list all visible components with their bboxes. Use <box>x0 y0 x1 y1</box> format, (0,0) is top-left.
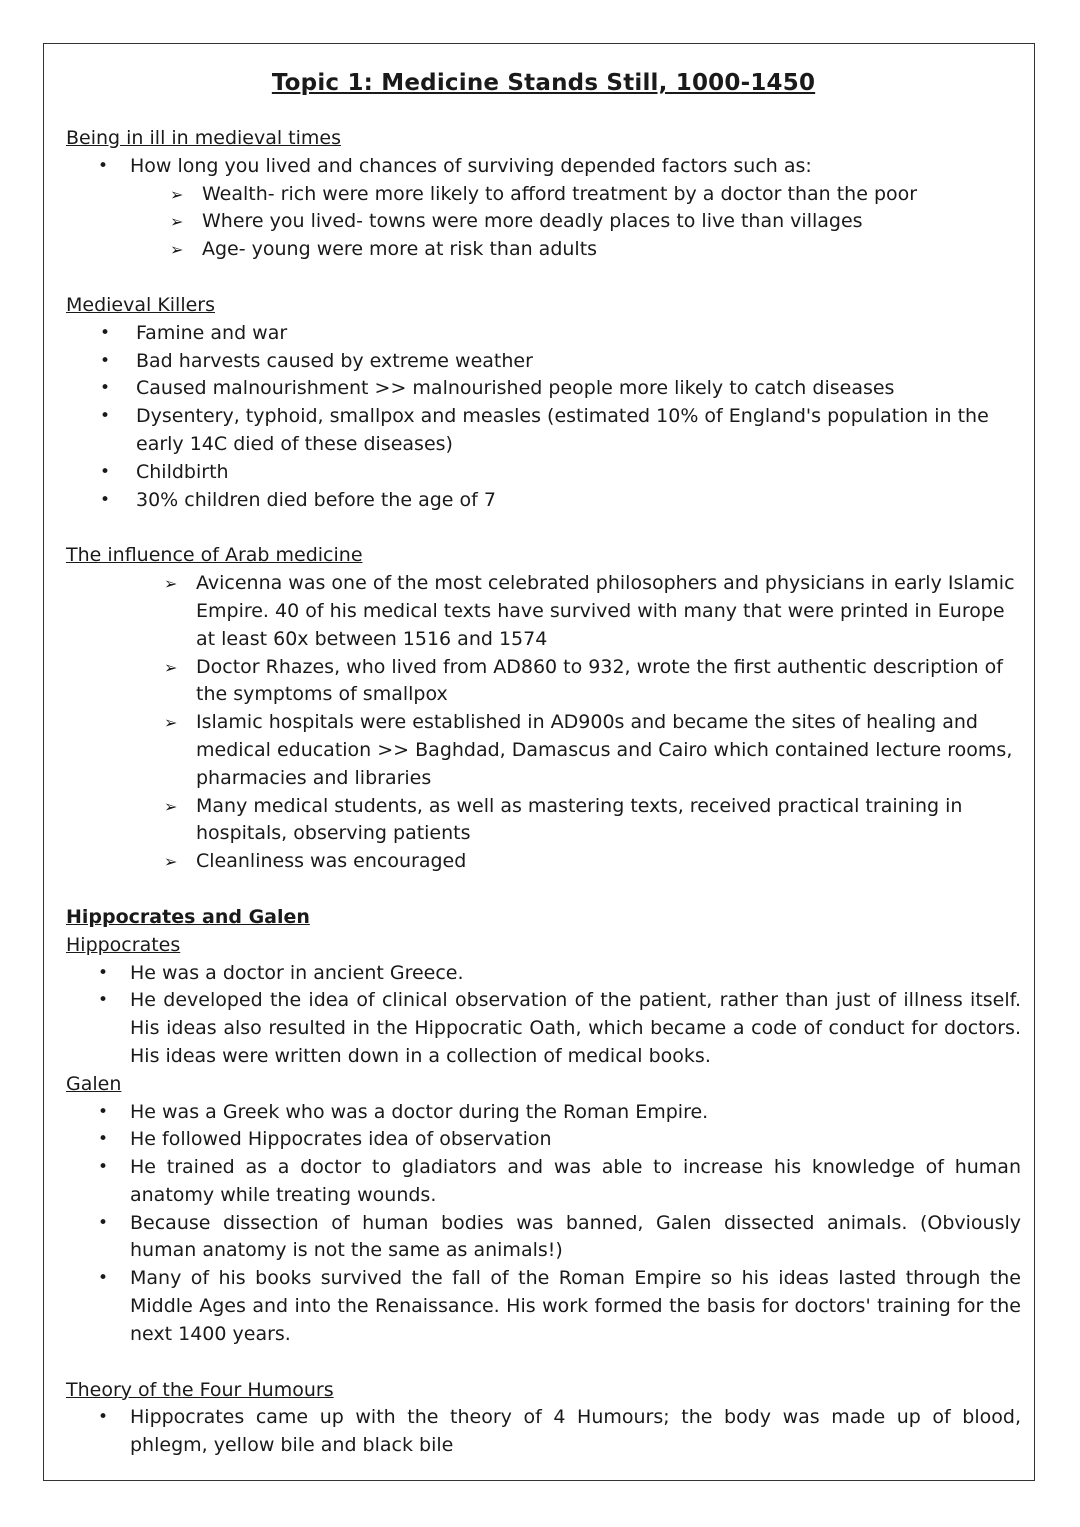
bullet-list <box>66 1404 1021 1460</box>
list-item: ➢ Where you lived- towns were more deadly places to live than villages <box>66 208 1021 236</box>
list-item: ➢ Doctor Rhazes, who lived from AD860 to 932, wrote the first authentic description of the symptoms of smallpox <box>66 654 1021 710</box>
page-title: Topic 1: Medicine Stands Still, 1000-1450 <box>271 70 816 96</box>
bullet-list <box>66 1099 1021 1349</box>
list-item: • Childbirth <box>66 459 1021 487</box>
arrow-list <box>66 181 1021 264</box>
list-item: • Because dissection of human bodies was banned, Galen dissected animals. (Obviously human anatomy is not the same as animals!) <box>66 1210 1021 1266</box>
section-heading: Being in ill in medieval times <box>66 127 341 149</box>
arrow-list <box>66 570 1021 876</box>
section-heading: Hippocrates and Galen <box>66 905 310 928</box>
section-heading: Medieval Killers <box>66 293 216 316</box>
bullet-list <box>66 320 1021 515</box>
list-item: ➢ Islamic hospitals were established in AD900s and became the sites of healing and medical education >> Baghdad, Damascus and Cairo which contained lecture rooms, pharmacies and libraries <box>66 709 1021 792</box>
section-arab-medicine <box>66 542 1021 876</box>
list-item: • Bad harvests caused by extreme weather <box>66 348 1021 376</box>
list-item: • Famine and war <box>66 320 1021 348</box>
list-item: • 30% children died before the age of 7 <box>66 487 1021 515</box>
list-item: • Hippocrates came up with the theory of 4 Humours; the body was made up of blood, phlegm, yellow bile and black bile <box>66 1404 1021 1460</box>
list-item <box>66 153 1021 181</box>
list-item: • He followed Hippocrates idea of observation <box>66 1126 1021 1154</box>
list-item: ➢ Cleanliness was encouraged <box>66 848 1021 876</box>
bullet-list <box>66 960 1021 1071</box>
list-item: • Dysentery, typhoid, smallpox and measles (estimated 10% of England's population in the early 14C died of these diseases) <box>66 403 1021 459</box>
list-item: ➢ Age- young were more at risk than adults <box>66 236 1021 264</box>
list-item: • He trained as a doctor to gladiators and was able to increase his knowledge of human anatomy while treating wounds. <box>66 1154 1021 1210</box>
list-item: • He was a Greek who was a doctor during the Roman Empire. <box>66 1099 1021 1127</box>
list-item: • Many of his books survived the fall of the Roman Empire so his ideas lasted through the Middle Ages and into the Renaissance. His work formed the basis for doctors' training for the next 1400 years. <box>66 1265 1021 1348</box>
section-hippocrates-galen <box>66 904 1021 1349</box>
list-item: ➢ Many medical students, as well as mastering texts, received practical training in hospitals, observing patients <box>66 793 1021 849</box>
list-item: • He developed the idea of clinical observation of the patient, rather than just of illness itself. His ideas also resulted in the Hippocratic Oath, which became a code of conduct for doctors. His ideas were written down in a collection of medical books. <box>66 987 1021 1070</box>
list-item: • Caused malnourishment >> malnourished people more likely to catch diseases <box>66 375 1021 403</box>
document-body <box>66 66 1021 1488</box>
bullet-list <box>66 153 1021 181</box>
section-four-humours <box>66 1377 1021 1460</box>
section-heading: Theory of the Four Humours <box>66 1378 334 1401</box>
list-item: ➢ Avicenna was one of the most celebrated philosophers and physicians in early Islamic Empire. 40 of his medical texts have survived with many that were printed in Europe at least 60x between 1516 and 1574 <box>66 570 1021 653</box>
list-item: • He was a doctor in ancient Greece. <box>66 960 1021 988</box>
section-medieval-killers <box>66 292 1021 514</box>
list-item-text: How long you lived and chances of surviving depended factors such as: <box>130 154 812 177</box>
subsection-heading-galen: Galen <box>66 1072 122 1095</box>
section-heading: The influence of Arab medicine <box>66 544 363 567</box>
subsection-heading-hippocrates: Hippocrates <box>66 933 181 956</box>
list-item: ➢ Wealth- rich were more likely to afford treatment by a doctor than the poor <box>66 181 1021 209</box>
section-being-ill <box>66 125 1021 264</box>
